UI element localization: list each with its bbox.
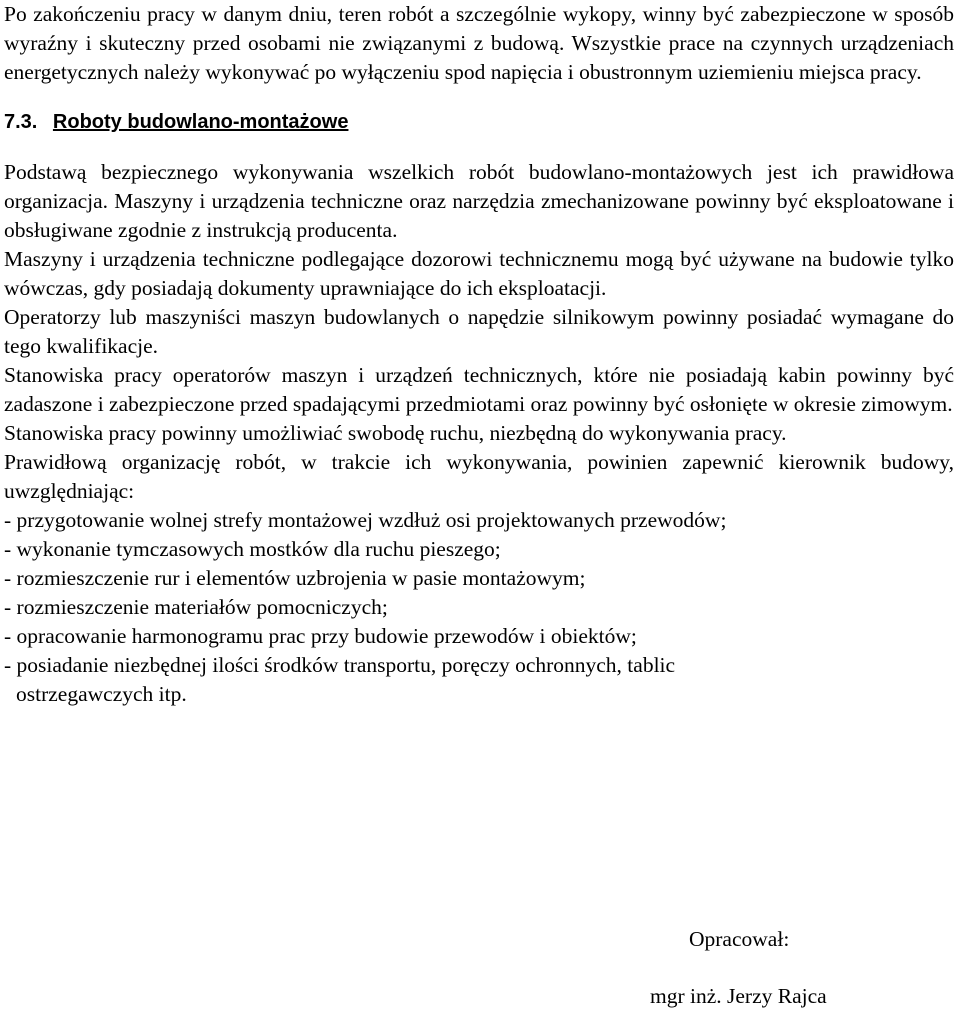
intro-paragraph: Po zakończeniu pracy w danym dniu, teren robót a szczególnie wykopy, winny być zabezpieczone w sposób wyraźny i skuteczny przed osobami nie związanymi z budową. Wszystkie prace na czynnych urządzeniach energetycznych należy wykonywać po wyłączeniu spod napięcia i obustronnym uziemieniu miejsca pracy.	[4, 2, 954, 84]
list-item: - rozmieszczenie materiałów pomocniczych;	[4, 595, 388, 619]
paragraph: Operatorzy lub maszyniści maszyn budowlanych o napędzie silnikowym powinny posiadać wymagane do tego kwalifikacje.	[4, 305, 954, 358]
list-item: - wykonanie tymczasowych mostków dla ruchu pieszego;	[4, 537, 501, 561]
list-item-continuation: ostrzegawczych itp.	[16, 682, 187, 706]
list-item	[4, 651, 954, 709]
list-item: - przygotowanie wolnej strefy montażowej wzdłuż osi projektowanych przewodów;	[4, 508, 727, 532]
paragraph: Prawidłową organizację robót, w trakcie ich wykonywania, powinien zapewnić kierownik budowy, uwzględniając:	[4, 450, 954, 503]
paragraph: Maszyny i urządzenia techniczne podlegające dozorowi technicznemu mogą być używane na budowie tylko wówczas, gdy posiadają dokumenty uprawniające do ich eksploatacji.	[4, 247, 954, 300]
section-body	[4, 158, 954, 709]
section-title: Roboty budowlano-montażowe	[52, 111, 349, 133]
section-number: 7.3.	[4, 111, 38, 133]
paragraph: Podstawą bezpiecznego wykonywania wszelkich robót budowlano-montażowych jest ich prawidłowa organizacja. Maszyny i urządzenia techniczne oraz narzędzia zmechanizowane powinny być eksploatowane i obsługiwane zgodnie z instrukcją producenta.	[4, 160, 954, 242]
paragraph: Stanowiska pracy operatorów maszyn i urządzeń technicznych, które nie posiadają kabin powinny być zadaszone i zabezpieczone przed spadającymi przedmiotami oraz powinny być osłonięte w okresie zimowym.	[4, 363, 954, 416]
signature-name: mgr inż. Jerzy Rajca	[650, 984, 827, 1008]
section-heading	[4, 108, 954, 137]
list-item: - opracowanie harmonogramu prac przy budowie przewodów i obiektów;	[4, 624, 637, 648]
paragraph: Stanowiska pracy powinny umożliwiać swobodę ruchu, niezbędną do wykonywania pracy.	[4, 421, 787, 445]
list-item: - rozmieszczenie rur i elementów uzbrojenia w pasie montażowym;	[4, 566, 586, 590]
signature-label: Opracował:	[689, 927, 790, 951]
document-page	[4, 0, 954, 709]
list-item-line: - posiadanie niezbędnej ilości środków transportu, poręczy ochronnych, tablic	[4, 653, 676, 677]
organization-list	[4, 506, 954, 709]
